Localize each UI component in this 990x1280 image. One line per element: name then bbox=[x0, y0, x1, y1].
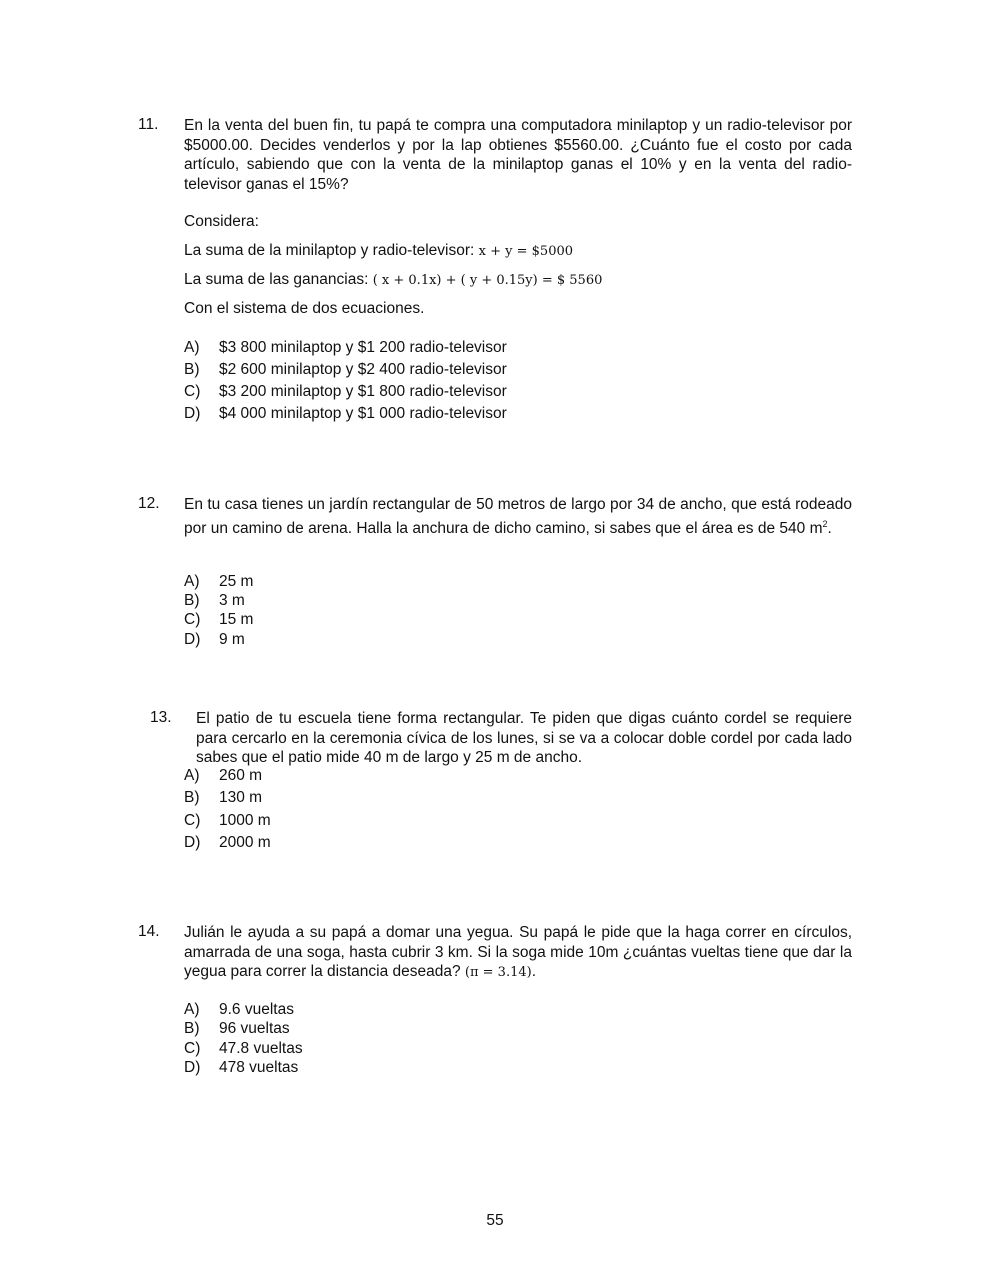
option-c bbox=[184, 812, 271, 830]
question-text bbox=[184, 923, 852, 983]
option-text: 478 vueltas bbox=[219, 1059, 299, 1076]
option-letter: D) bbox=[184, 631, 201, 648]
option-d bbox=[184, 834, 271, 852]
option-text: 130 m bbox=[219, 789, 263, 806]
superscript: 2 bbox=[822, 518, 828, 529]
option-text: $2 600 minilaptop y $2 400 radio-televisor bbox=[219, 361, 507, 378]
pi-value: (π = 3.14) bbox=[464, 965, 532, 981]
option-b bbox=[184, 361, 507, 379]
option-letter: A) bbox=[184, 339, 200, 356]
option-a bbox=[184, 573, 253, 591]
option-text: 9.6 vueltas bbox=[219, 1001, 294, 1018]
option-text: 47.8 vueltas bbox=[219, 1040, 303, 1057]
option-letter: D) bbox=[184, 834, 201, 851]
option-text: 25 m bbox=[219, 573, 254, 590]
option-letter: A) bbox=[184, 1001, 200, 1018]
equation-line-1 bbox=[184, 242, 573, 260]
option-text: 2000 m bbox=[219, 834, 271, 851]
option-a bbox=[184, 1001, 294, 1019]
option-letter: C) bbox=[184, 611, 201, 628]
page-number: 55 bbox=[486, 1212, 504, 1229]
option-text: 1000 m bbox=[219, 812, 271, 829]
question-number: 11. bbox=[138, 116, 159, 133]
equation-line-2 bbox=[184, 271, 602, 289]
option-text: $3 800 minilaptop y $1 200 radio-televisor bbox=[219, 339, 507, 356]
option-letter: C) bbox=[184, 383, 201, 400]
question-number: 12. bbox=[138, 495, 160, 512]
question-body: En tu casa tienes un jardín rectangular de 50 metros de largo por 34 de ancho, que está rodeado por un camino de arena. Halla la anchura de dicho camino, si sabes que el área es de 540 m bbox=[184, 496, 852, 537]
option-letter: B) bbox=[184, 1020, 200, 1037]
equation-label: La suma de las ganancias: bbox=[184, 271, 369, 288]
question-body: Julián le ayuda a su papá a domar una yegua. Su papá le pide que la haga correr en círculos, amarrada de una soga, hasta cubrir 3 km. Si la soga mide 10m ¿cuántas vueltas tiene que dar la yegua para correr la distancia deseada? bbox=[184, 924, 852, 981]
question-number: 14. bbox=[138, 923, 160, 940]
option-text: 15 m bbox=[219, 611, 254, 628]
considera-label: Considera: bbox=[184, 213, 259, 230]
option-d bbox=[184, 405, 507, 423]
option-letter: A) bbox=[184, 573, 200, 590]
option-d bbox=[184, 631, 245, 649]
option-letter: B) bbox=[184, 592, 200, 609]
option-letter: C) bbox=[184, 1040, 201, 1057]
option-text: 96 vueltas bbox=[219, 1020, 290, 1037]
option-b bbox=[184, 592, 245, 610]
option-text: 3 m bbox=[219, 592, 245, 609]
option-letter: A) bbox=[184, 767, 200, 784]
option-text: $4 000 minilaptop y $1 000 radio-televisor bbox=[219, 405, 507, 422]
option-c bbox=[184, 1040, 303, 1058]
option-c bbox=[184, 611, 253, 629]
option-d bbox=[184, 1059, 298, 1077]
equation-math: ( x + 0.1x) + ( y + 0.15y) = $ 5560 bbox=[372, 273, 603, 288]
option-letter: D) bbox=[184, 405, 201, 422]
option-b bbox=[184, 1020, 290, 1038]
question-text: El patio de tu escuela tiene forma rectangular. Te piden que digas cuánto cordel se requiere para cercarlo en la ceremonia cívica de los lunes, si se va a colocar doble cordel por cada lado sabes que el patio mide 40 m de largo y 25 m de ancho. bbox=[196, 710, 852, 767]
system-note: Con el sistema de dos ecuaciones. bbox=[184, 300, 425, 317]
question-text: En la venta del buen fin, tu papá te compra una computadora minilaptop y un radio-televisor por $5000.00. Decides venderlos y por la lap obtienes $5560.00. ¿Cuánto fue el costo por cada artículo, sabiendo que con la venta de la minilaptop ganas el 10% y en la venta del radio-televisor ganas el 15%? bbox=[184, 117, 852, 193]
equation-label: La suma de la minilaptop y radio-televisor: bbox=[184, 242, 475, 259]
option-letter: C) bbox=[184, 812, 201, 829]
option-text: $3 200 minilaptop y $1 800 radio-televisor bbox=[219, 383, 507, 400]
option-b bbox=[184, 789, 262, 807]
punctuation: . bbox=[531, 963, 537, 981]
option-text: 260 m bbox=[219, 767, 263, 784]
punctuation: . bbox=[827, 519, 832, 537]
option-c bbox=[184, 383, 507, 401]
question-text bbox=[184, 495, 852, 538]
question-number: 13. bbox=[150, 709, 172, 726]
equation-math: x + y = $5000 bbox=[478, 244, 574, 259]
option-letter: B) bbox=[184, 789, 200, 806]
option-letter: D) bbox=[184, 1059, 201, 1076]
option-a bbox=[184, 767, 262, 785]
option-a bbox=[184, 339, 507, 357]
option-text: 9 m bbox=[219, 631, 245, 648]
option-letter: B) bbox=[184, 361, 200, 378]
